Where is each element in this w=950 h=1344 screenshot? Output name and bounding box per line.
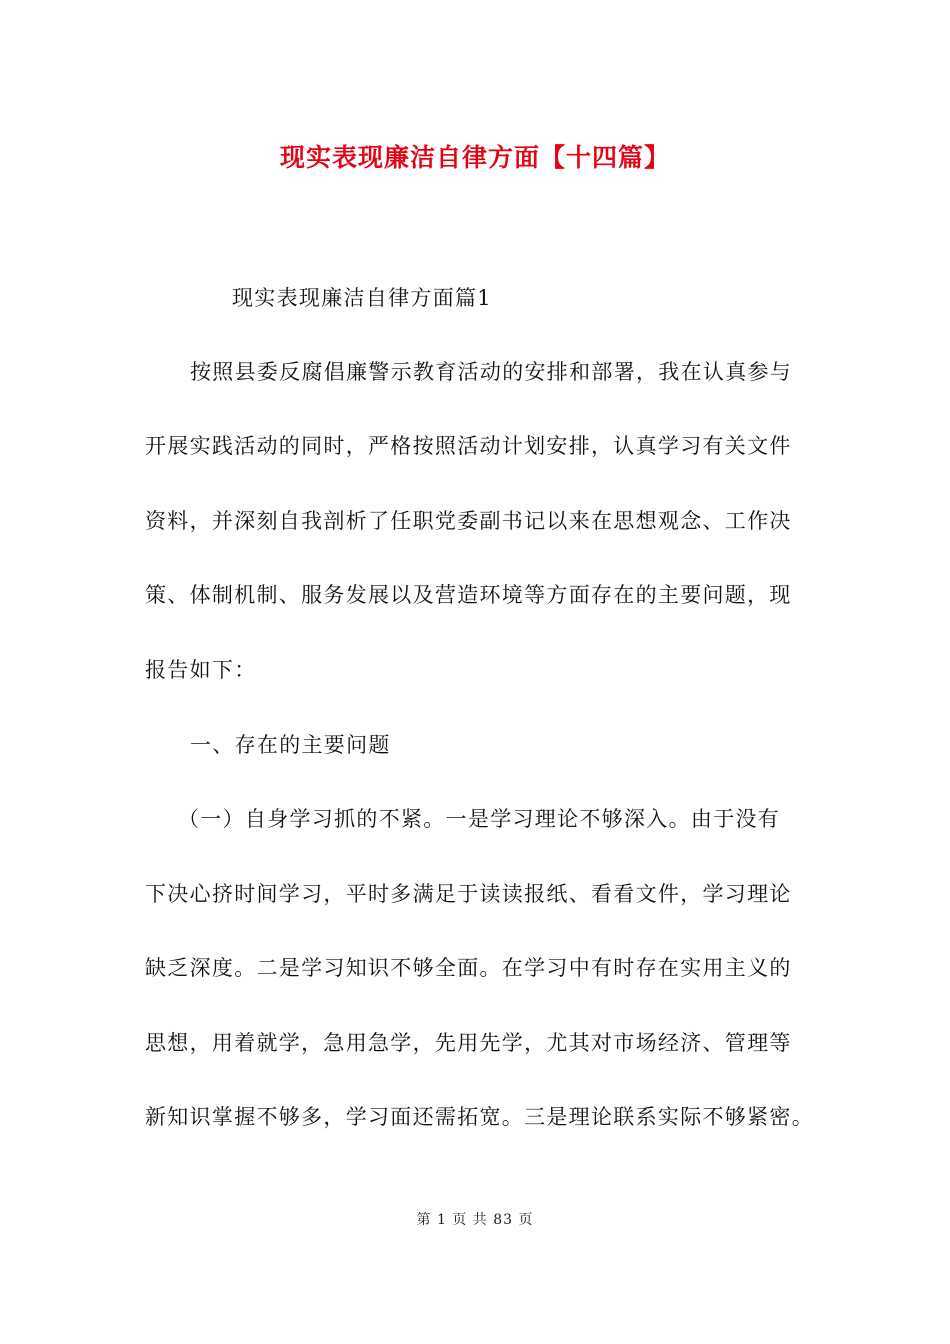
subheading: 一、存在的主要问题 <box>190 733 391 757</box>
page-number-footer: 第 1 页 共 83 页 <box>416 1212 534 1228</box>
paragraph-line: 思想，用着就学，急用急学，先用先学，尤其对市场经济、管理等 <box>145 1031 792 1055</box>
paragraph-line: 资料，并深刻自我剖析了任职党委副书记以来在思想观念、工作决 <box>145 509 792 533</box>
paragraph-line: （一）自身学习抓的不紧。一是学习理论不够深入。由于没有 <box>178 807 781 831</box>
paragraph-line: 新知识掌握不够多，学习面还需拓宽。三是理论联系实际不够紧密。 <box>145 1105 814 1129</box>
section-heading: 现实表现廉洁自律方面篇1 <box>232 286 492 310</box>
paragraph-line: 策、体制机制、服务发展以及营造环境等方面存在的主要问题，现 <box>145 583 792 607</box>
paragraph-line: 缺乏深度。二是学习知识不够全面。在学习中有时存在实用主义的 <box>145 956 792 980</box>
paragraph-line: 报告如下： <box>145 658 257 682</box>
paragraph-line: 下决心挤时间学习，平时多满足于读读报纸、看看文件，学习理论 <box>145 882 792 906</box>
document-title: 现实表现廉洁自律方面【十四篇】 <box>279 143 670 172</box>
paragraph-line: 按照县委反腐倡廉警示教育活动的安排和部署，我在认真参与 <box>190 360 793 384</box>
paragraph-line: 开展实践活动的同时，严格按照活动计划安排，认真学习有关文件 <box>145 434 792 458</box>
